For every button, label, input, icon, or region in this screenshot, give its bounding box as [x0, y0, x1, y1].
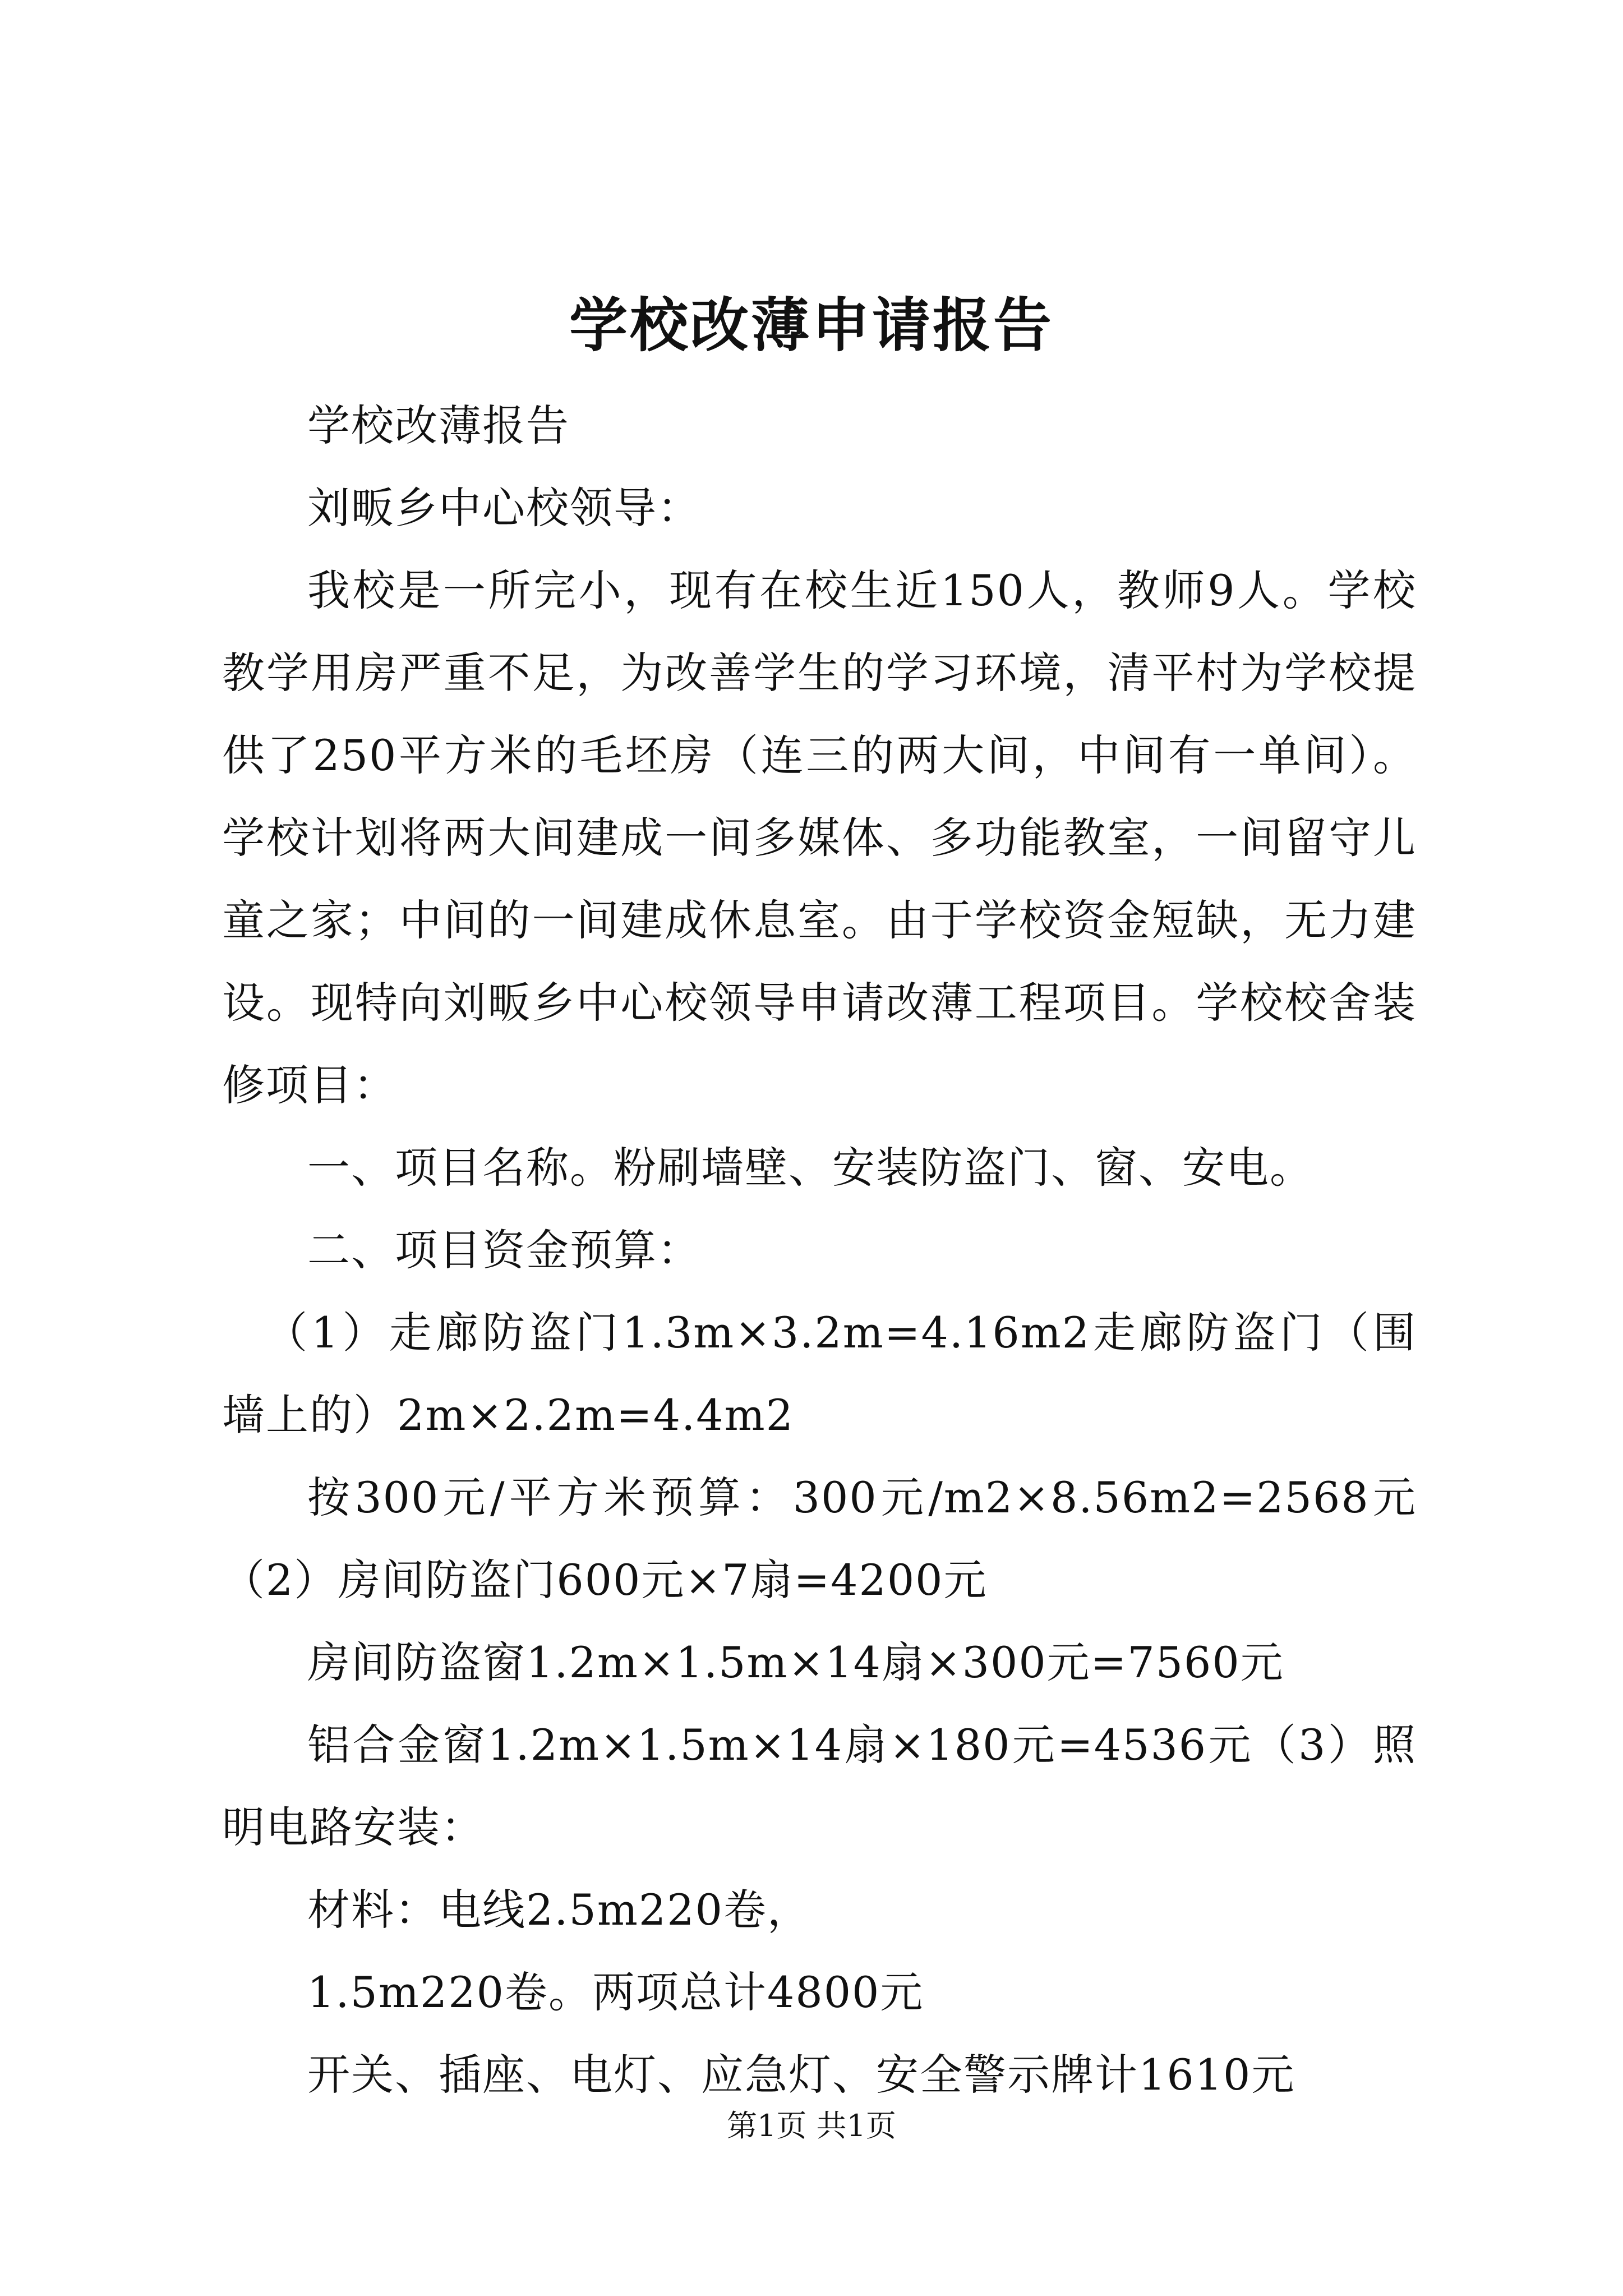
paragraph-budget-heading: 二、项目资金预算：	[307, 1225, 701, 1275]
paragraph-fixtures: 开关、插座、电灯、应急灯、安全警示牌计1610元	[307, 2050, 1295, 2100]
paragraph-budget-aluminum: 铝合金窗1.2m×1.5m×14扇×180元=4536元（3）照明电路安装：	[222, 1720, 1417, 1852]
paragraph-report-heading: 学校改薄报告	[307, 401, 570, 450]
paragraph-main-request: 我校是一所完小，现有在校生近150人，教师9人。学校教学用房严重不足，为改善学生的学习环境，清平村为学校提供了250平方米的毛坯房（连三的两大间，中间有一单间）。学校计划将两大间建成一间多媒体、多功能教室，一间留守儿童之家；中间的一间建成休息室。由于学校资金短缺，无力建设。现特向刘畈乡中心校领导申请改薄工程项目。学校校舍装修项目：	[222, 565, 1417, 1110]
paragraph-budget-windows: 房间防盗窗1.2m×1.5m×14扇×300元=7560元	[307, 1637, 1284, 1687]
paragraph-project-name: 一、项目名称。粉刷墙壁、安装防盗门、窗、安电。	[307, 1143, 1313, 1193]
paragraph-salutation: 刘畈乡中心校领导：	[307, 483, 701, 533]
paragraph-budget-item-1: （1）走廊防盗门1.3m×3.2m=4.16m2走廊防盗门（围墙上的）2m×2.2m=4.4m2	[222, 1308, 1417, 1440]
document-body	[222, 384, 1417, 2116]
paragraph-budget-item-2: 按300元/平方米预算：300元/m2×8.56m2=2568元（2）房间防盗门600元×7扇=4200元	[222, 1473, 1417, 1605]
paragraph-materials-total: 1.5m220卷。两项总计4800元	[307, 1967, 924, 2017]
document-title: 学校改薄申请报告	[569, 291, 1054, 360]
page-footer: 第1页 共1页	[727, 2108, 896, 2143]
paragraph-materials: 材料：电线2.5m220卷，	[307, 1885, 811, 1935]
